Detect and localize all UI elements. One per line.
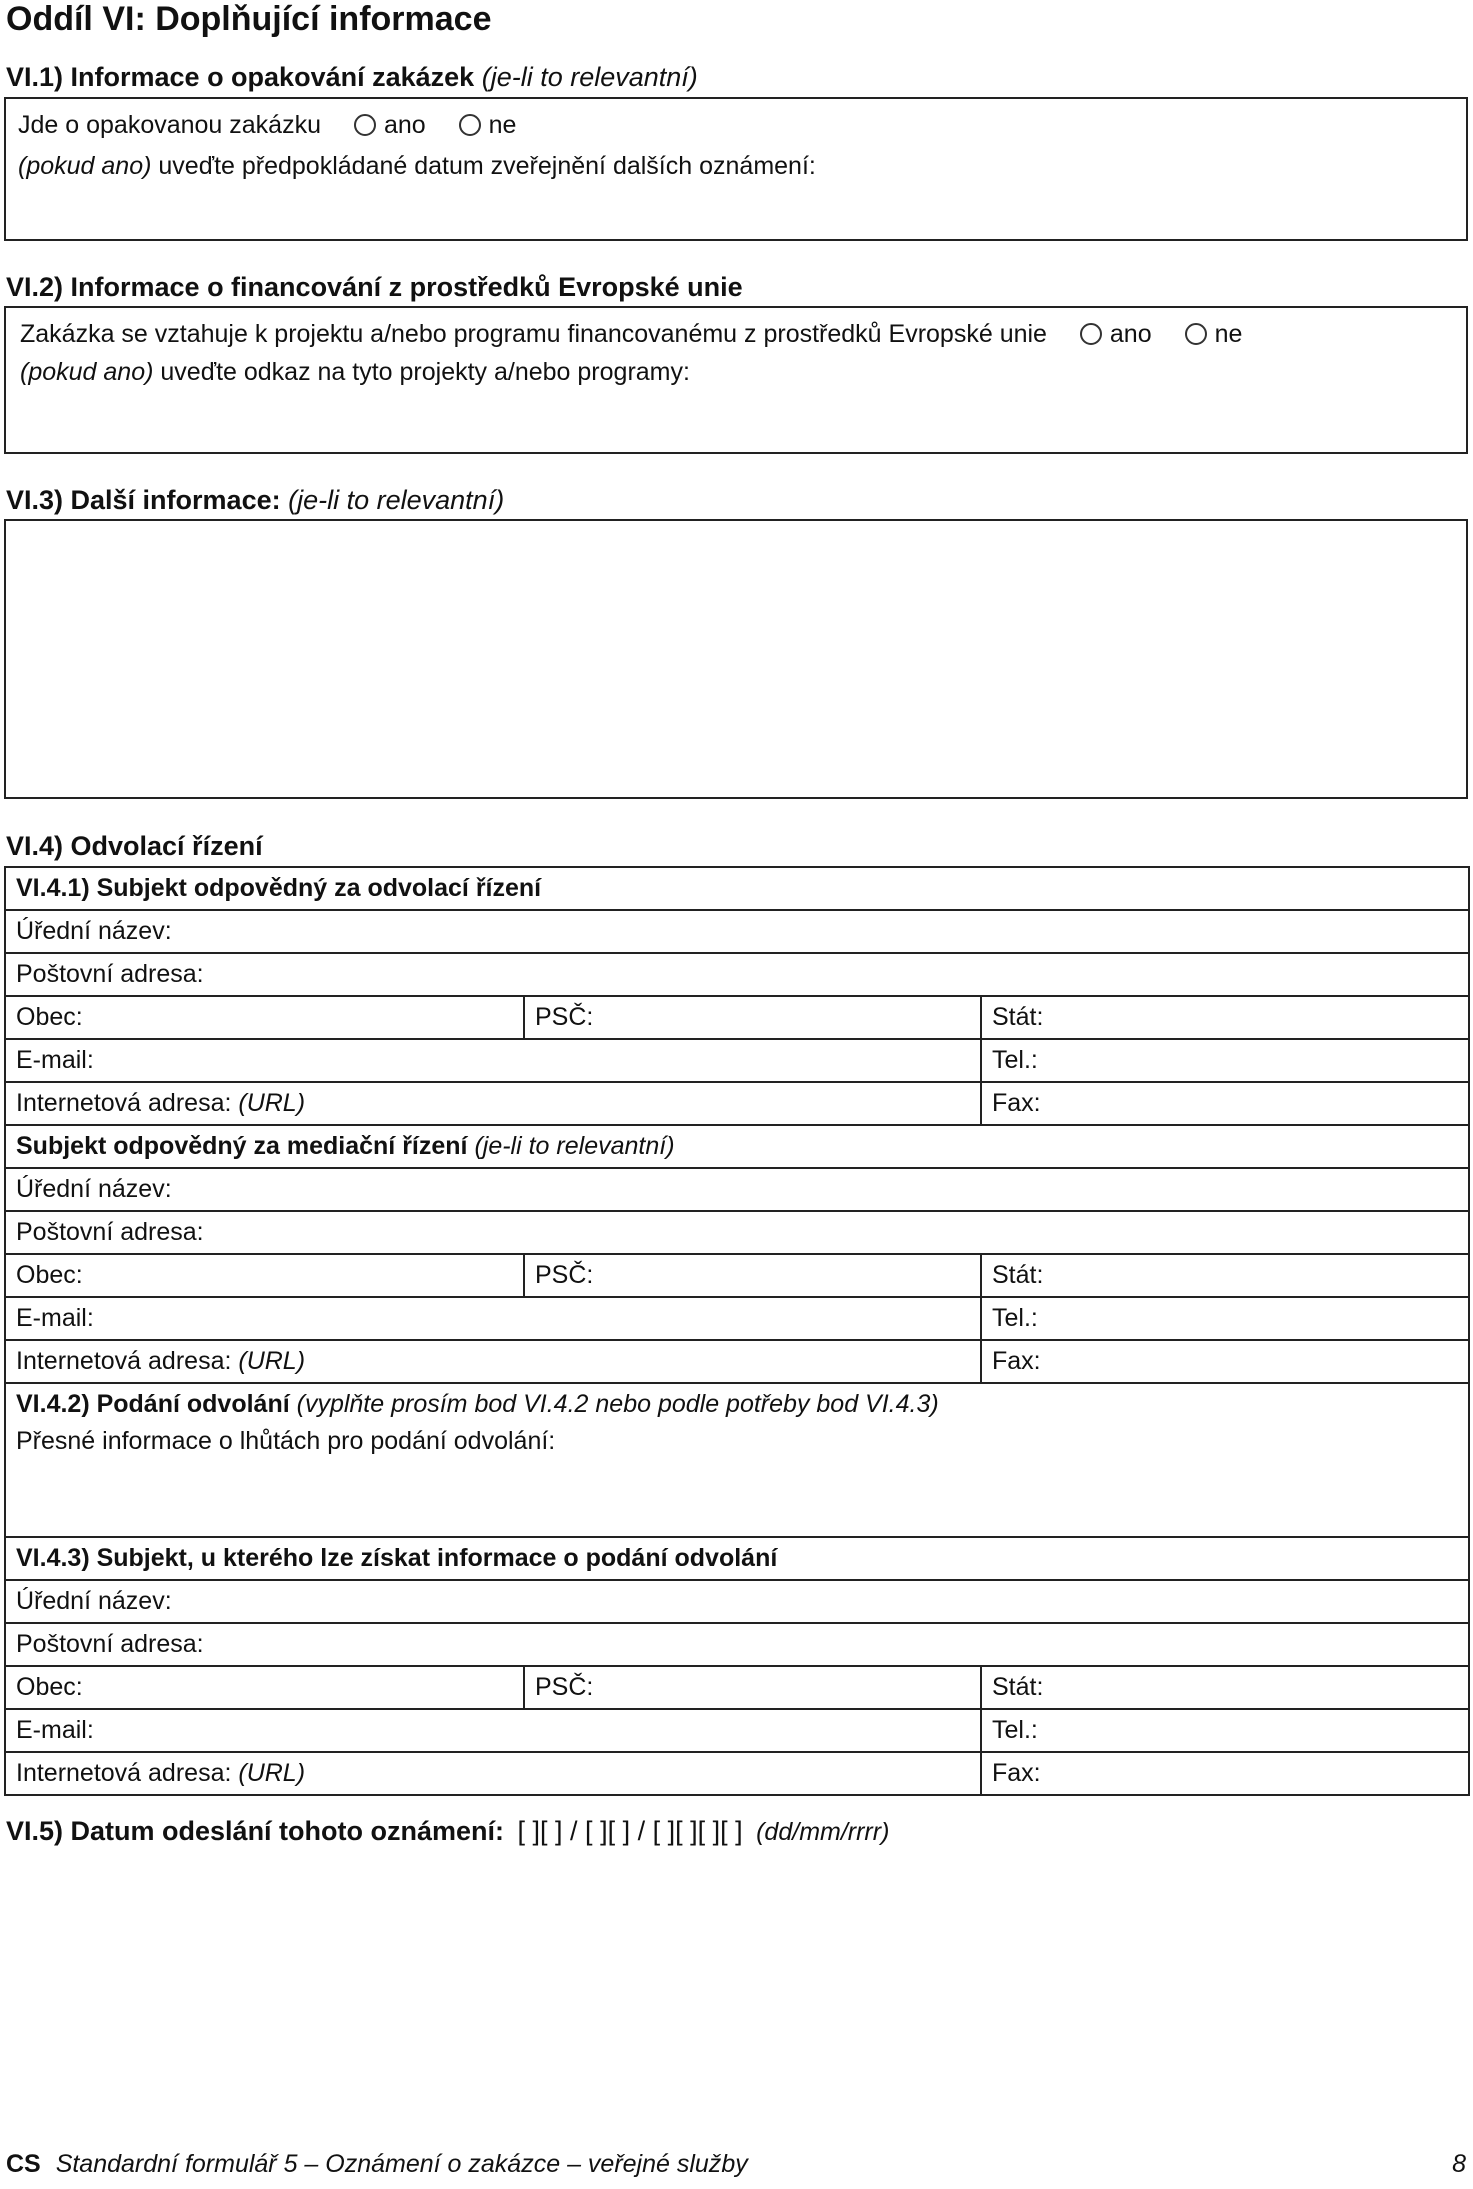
- eu-funding-no-label: ne: [1214, 320, 1243, 348]
- appeals-country[interactable]: Stát:: [981, 1666, 1469, 1709]
- section-vi3-note: (je-li to relevantní): [288, 485, 505, 515]
- page-title: Oddíl VI: Doplňující informace: [6, 0, 492, 38]
- footer-page-number: 8: [1452, 2150, 1466, 2178]
- appeals-postal-address[interactable]: Poštovní adresa:: [5, 1623, 1469, 1666]
- dispatch-date-heading: VI.5) Datum odeslání tohoto oznámení:: [6, 1816, 505, 1846]
- section-vi1-heading: VI.1) Informace o opakování zakázek (je-li to relevantní): [6, 62, 698, 92]
- section-vi1-note: (je-li to relevantní): [481, 62, 698, 92]
- appeals-town[interactable]: Obec:: [5, 1666, 524, 1709]
- repeat-followup-text: uveďte předpokládané datum zveřejnění dalších oznámení:: [158, 152, 816, 180]
- repeat-yes-radio[interactable]: [354, 114, 376, 136]
- repeat-question: Jde o opakovanou zakázku: [18, 111, 321, 139]
- mediation-internet[interactable]: Internetová adresa: (URL): [5, 1340, 981, 1383]
- mediation-body-title: Subjekt odpovědný za mediační řízení (je-li to relevantní): [5, 1125, 1469, 1168]
- eu-funding-followup-text: uveďte odkaz na tyto projekty a/nebo programy:: [160, 358, 690, 386]
- mediation-fax[interactable]: Fax:: [981, 1340, 1469, 1383]
- dispatch-date-format: (dd/mm/rrrr): [756, 1818, 890, 1846]
- lodging-appeals-block[interactable]: [5, 1383, 1469, 1537]
- mediation-email[interactable]: E-mail:: [5, 1297, 981, 1340]
- appeals-postal-code[interactable]: PSČ:: [524, 1666, 981, 1709]
- review-postal-code[interactable]: PSČ:: [524, 996, 981, 1039]
- review-country[interactable]: Stát:: [981, 996, 1469, 1039]
- section-vi1-box: [4, 97, 1468, 241]
- footer-lang: CS: [6, 2150, 41, 2178]
- review-fax[interactable]: Fax:: [981, 1082, 1469, 1125]
- eu-funding-followup-note: (pokud ano): [20, 358, 154, 386]
- appeals-email[interactable]: E-mail:: [5, 1709, 981, 1752]
- eu-funding-yes-label: ano: [1109, 320, 1152, 348]
- repeat-question-row: [18, 111, 516, 140]
- appeals-internet[interactable]: Internetová adresa: (URL): [5, 1752, 981, 1795]
- mediation-town[interactable]: Obec:: [5, 1254, 524, 1297]
- appeals-official-name[interactable]: Úřední název:: [5, 1580, 1469, 1623]
- eu-funding-question: Zakázka se vztahuje k projektu a/nebo programu financovanému z prostředků Evropské unie: [20, 320, 1047, 348]
- repeat-followup: [18, 152, 816, 181]
- review-email[interactable]: E-mail:: [5, 1039, 981, 1082]
- lodging-appeals-title: VI.4.2) Podání odvolání (vyplňte prosím bod VI.4.2 nebo podle potřeby bod VI.4.3): [16, 1390, 939, 1418]
- eu-funding-no-radio[interactable]: [1185, 323, 1207, 345]
- review-town[interactable]: Obec:: [5, 996, 524, 1039]
- appeals-info-body-title: VI.4.3) Subjekt, u kterého lze získat informace o podání odvolání: [5, 1537, 1469, 1580]
- footer-title: Standardní formulář 5 – Oznámení o zakázce – veřejné služby: [55, 2150, 748, 2178]
- mediation-postal-address[interactable]: Poštovní adresa:: [5, 1211, 1469, 1254]
- section-vi2-box: [4, 306, 1468, 454]
- eu-funding-followup: [20, 358, 690, 387]
- dispatch-date-boxes[interactable]: [ ][ ] / [ ][ ] / [ ][ ][ ][ ]: [517, 1816, 743, 1846]
- section-vi2-heading: VI.2) Informace o financování z prostředků Evropské unie: [6, 272, 743, 302]
- page-footer: [6, 2150, 1466, 2179]
- review-procedure-table: [4, 866, 1470, 1796]
- appeals-tel[interactable]: Tel.:: [981, 1709, 1469, 1752]
- review-tel[interactable]: Tel.:: [981, 1039, 1469, 1082]
- lodging-appeals-text: Přesné informace o lhůtách pro podání odvolání:: [16, 1427, 556, 1455]
- review-official-name[interactable]: Úřední název:: [5, 910, 1469, 953]
- mediation-tel[interactable]: Tel.:: [981, 1297, 1469, 1340]
- section-vi3-heading: VI.3) Další informace: (je-li to relevantní): [6, 485, 505, 515]
- mediation-official-name[interactable]: Úřední název:: [5, 1168, 1469, 1211]
- review-postal-address[interactable]: Poštovní adresa:: [5, 953, 1469, 996]
- repeat-no-label: ne: [488, 111, 517, 139]
- repeat-followup-note: (pokud ano): [18, 152, 152, 180]
- section-vi4-heading: VI.4) Odvolací řízení: [6, 831, 263, 861]
- additional-info-box[interactable]: [4, 519, 1468, 799]
- eu-funding-question-row: [20, 320, 1242, 349]
- section-vi5: [6, 1816, 889, 1847]
- mediation-country[interactable]: Stát:: [981, 1254, 1469, 1297]
- review-internet[interactable]: Internetová adresa: (URL): [5, 1082, 981, 1125]
- appeals-fax[interactable]: Fax:: [981, 1752, 1469, 1795]
- repeat-no-radio[interactable]: [459, 114, 481, 136]
- review-body-title: VI.4.1) Subjekt odpovědný za odvolací řízení: [5, 867, 1469, 910]
- mediation-postal-code[interactable]: PSČ:: [524, 1254, 981, 1297]
- eu-funding-yes-radio[interactable]: [1080, 323, 1102, 345]
- repeat-yes-label: ano: [383, 111, 426, 139]
